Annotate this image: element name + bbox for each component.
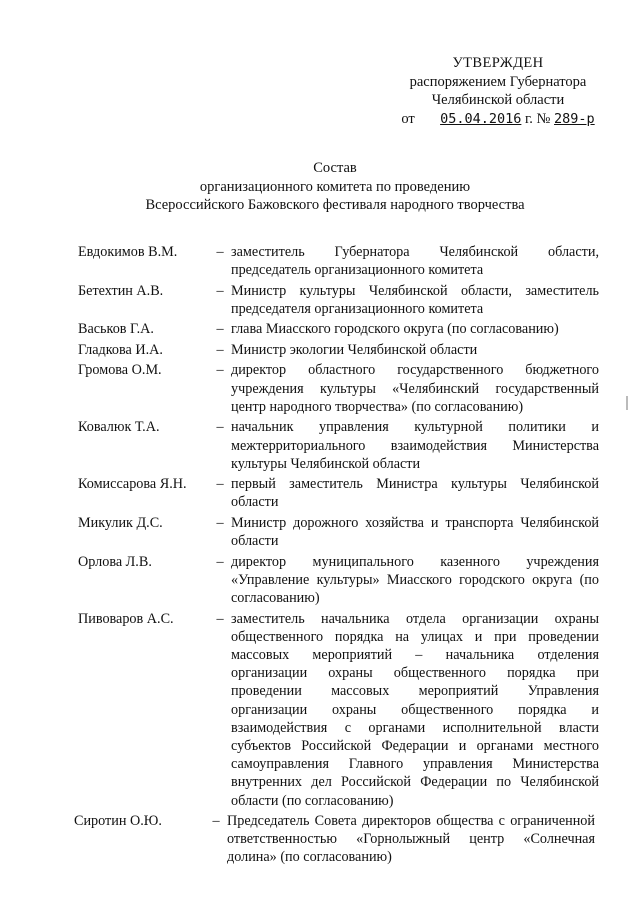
- member-row: [0, 282, 640, 318]
- date-suffix: г. №: [525, 110, 551, 127]
- member-dash: –: [216, 282, 224, 299]
- member-role: заместитель Губернатора Челябинской области, председатель организационного комитета: [231, 244, 599, 279]
- title-line-3: Всероссийского Бажовского фестиваля народного творчества: [145, 197, 525, 213]
- title-line-2: организационного комитета по проведению: [199, 178, 471, 195]
- member-role: Председатель Совета директоров общества с ограниченной ответственностью «Горнолыжный центр «Солнечная долина» (по согласованию): [227, 813, 595, 866]
- approval-number: 289-р: [554, 110, 595, 127]
- member-dash: –: [216, 362, 224, 379]
- member-name: Ковалюк Т.А.: [78, 419, 160, 436]
- member-name: Гладкова И.А.: [78, 341, 163, 358]
- member-name: Евдокимов В.М.: [78, 244, 178, 260]
- member-row: [0, 418, 640, 473]
- member-dash: –: [216, 514, 224, 531]
- member-name: Бетехтин А.В.: [78, 282, 164, 299]
- members-list: [0, 243, 640, 869]
- member-dash: –: [216, 244, 224, 260]
- date-blank: [418, 111, 440, 127]
- document-title: [100, 159, 570, 215]
- member-row: [0, 341, 640, 359]
- member-dash: –: [216, 341, 224, 358]
- member-dash: –: [216, 321, 224, 338]
- member-row: [0, 812, 640, 867]
- member-role: директор муниципального казенного учреждения «Управление культуры» Миасского городского округа (по согласованию): [231, 553, 599, 607]
- member-role: первый заместитель Министра культуры Челябинской области: [231, 476, 599, 511]
- member-role: заместитель начальника отдела организации охраны общественного порядка на улицах и при проведении массовых мероприятий – начальника отделения организации охраны общественного порядка при проведении массовых мероприятий Управления организации охраны общественного порядка и взаимодействия с органами исполнительной власти субъектов Российской Федерации и органами местного самоуправления Главного управления Министерства внутренних дел Российской Федерации по Челябинской области (по согласованию): [231, 610, 599, 809]
- member-role: Министр экологии Челябинской области: [231, 341, 478, 358]
- scan-edge-mark: [626, 396, 628, 410]
- member-row: [0, 514, 640, 550]
- member-name: Громова О.М.: [78, 362, 162, 379]
- member-dash: –: [216, 476, 224, 493]
- member-row: [0, 553, 640, 608]
- member-row: [0, 361, 640, 416]
- member-row: [0, 475, 640, 511]
- member-name: Орлова Л.В.: [78, 553, 152, 570]
- member-role: директор областного государственного бюджетного учреждения культуры «Челябинский государственный центр народного творчества» (по согласованию): [231, 362, 599, 415]
- title-line-1: Состав: [313, 160, 357, 176]
- date-prefix: от: [401, 110, 415, 127]
- member-name: Комиссарова Я.Н.: [78, 476, 187, 493]
- member-dash: –: [212, 813, 220, 830]
- approval-heading: УТВЕРЖДЕН: [452, 55, 544, 71]
- member-name: Васьков Г.А.: [78, 321, 154, 338]
- member-dash: –: [216, 610, 224, 627]
- member-role: Министр культуры Челябинской области, заместитель председателя организационного комитета: [231, 282, 599, 317]
- approval-date-line: [388, 110, 608, 129]
- approval-line-1: распоряжением Губернатора: [409, 73, 587, 90]
- approval-date: 05.04.2016: [440, 110, 522, 127]
- member-role: глава Миасского городского округа (по согласованию): [231, 321, 559, 338]
- member-name: Микулик Д.С.: [78, 514, 163, 531]
- member-row: [0, 243, 640, 279]
- approval-block: [388, 54, 608, 128]
- approval-line-2: Челябинской области: [431, 92, 565, 108]
- member-name: Пивоваров А.С.: [78, 610, 174, 627]
- member-dash: –: [216, 553, 224, 570]
- member-role: Министр дорожного хозяйства и транспорта Челябинской области: [231, 514, 599, 550]
- member-name: Сиротин О.Ю.: [74, 813, 162, 830]
- member-dash: –: [216, 419, 224, 436]
- member-row: [0, 320, 640, 338]
- member-row: [0, 610, 640, 810]
- member-role: начальник управления культурной политики и межтерриториального взаимодействия Министерства культуры Челябинской области: [231, 419, 599, 472]
